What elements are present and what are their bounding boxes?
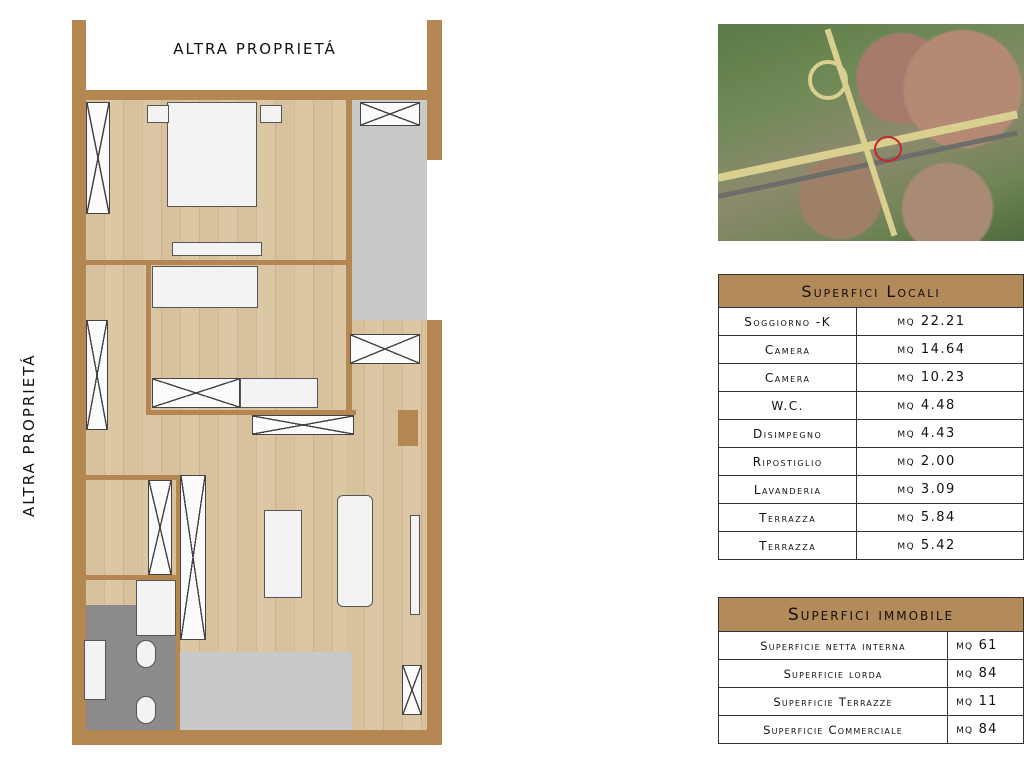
table-row: W.C. mq 4.48: [719, 392, 1024, 420]
desk: [240, 378, 318, 408]
top-wall: [86, 90, 427, 100]
satellite-map: [718, 24, 1024, 241]
top-neighbor-label: ALTRA PROPRIETÁ: [173, 40, 337, 58]
outer-wall-bottom: [72, 730, 442, 745]
living-shelf: [86, 320, 108, 430]
table-row: Terrazza mq 5.84: [719, 504, 1024, 532]
dresser: [172, 242, 262, 256]
wardrobe-bedroom2: [152, 378, 240, 408]
floor-plan: [72, 20, 442, 745]
dining-table: [264, 510, 302, 598]
toilet: [136, 696, 156, 724]
double-bed: [167, 102, 257, 207]
cross-road: [825, 28, 898, 236]
table-row: Superficie netta interna mq 61: [719, 632, 1024, 660]
nightstand-left: [147, 105, 169, 123]
storage-shelf: [148, 480, 172, 575]
terrace-cabinet-upper: [360, 102, 420, 126]
tv-unit: [410, 515, 420, 615]
bidet: [136, 640, 156, 668]
property-areas-title: Superfici immobile: [719, 598, 1024, 632]
laundry-cabinet: [350, 334, 420, 364]
room-areas-title: Superfici Locali: [719, 275, 1024, 308]
location-marker: [874, 136, 902, 162]
table-row: Camera mq 14.64: [719, 336, 1024, 364]
terrace-cabinet-lower: [402, 665, 422, 715]
column: [398, 410, 418, 446]
table-row: Lavanderia mq 3.09: [719, 476, 1024, 504]
terrace-lower: [178, 652, 352, 730]
table-row: Superficie lorda mq 84: [719, 660, 1024, 688]
property-areas-table: [718, 597, 1024, 744]
wardrobe-bedroom1: [86, 102, 110, 214]
table-row: Camera mq 10.23: [719, 364, 1024, 392]
roundabout: [808, 60, 848, 100]
wall-terrace: [346, 100, 352, 430]
sofa: [337, 495, 373, 607]
table-row: Terrazza mq 5.42: [719, 532, 1024, 560]
outer-wall-left: [72, 20, 86, 745]
hall-cabinet: [252, 415, 354, 435]
nightstand-right: [260, 105, 282, 123]
wall-bathroom: [86, 575, 178, 580]
outer-wall-right-bottom: [427, 320, 442, 730]
single-bed: [152, 266, 258, 308]
outer-wall-right-top: [427, 20, 442, 160]
terrace-upper: [352, 100, 427, 320]
shower: [136, 580, 176, 636]
table-row: Disimpegno mq 4.43: [719, 420, 1024, 448]
table-row: Soggiorno -K mq 22.21: [719, 308, 1024, 336]
table-row: Superficie Commerciale mq 84: [719, 716, 1024, 744]
room-areas-table: [718, 274, 1024, 560]
wall-bedroom1: [86, 260, 346, 265]
kitchen-counter: [180, 475, 206, 640]
bathroom-vanity: [84, 640, 106, 700]
table-row: Ripostiglio mq 2.00: [719, 448, 1024, 476]
wall-bedroom2-left: [146, 265, 151, 415]
left-neighbor-label: ALTRA PROPRIETÁ: [20, 353, 38, 517]
table-row: Superficie Terrazze mq 11: [719, 688, 1024, 716]
